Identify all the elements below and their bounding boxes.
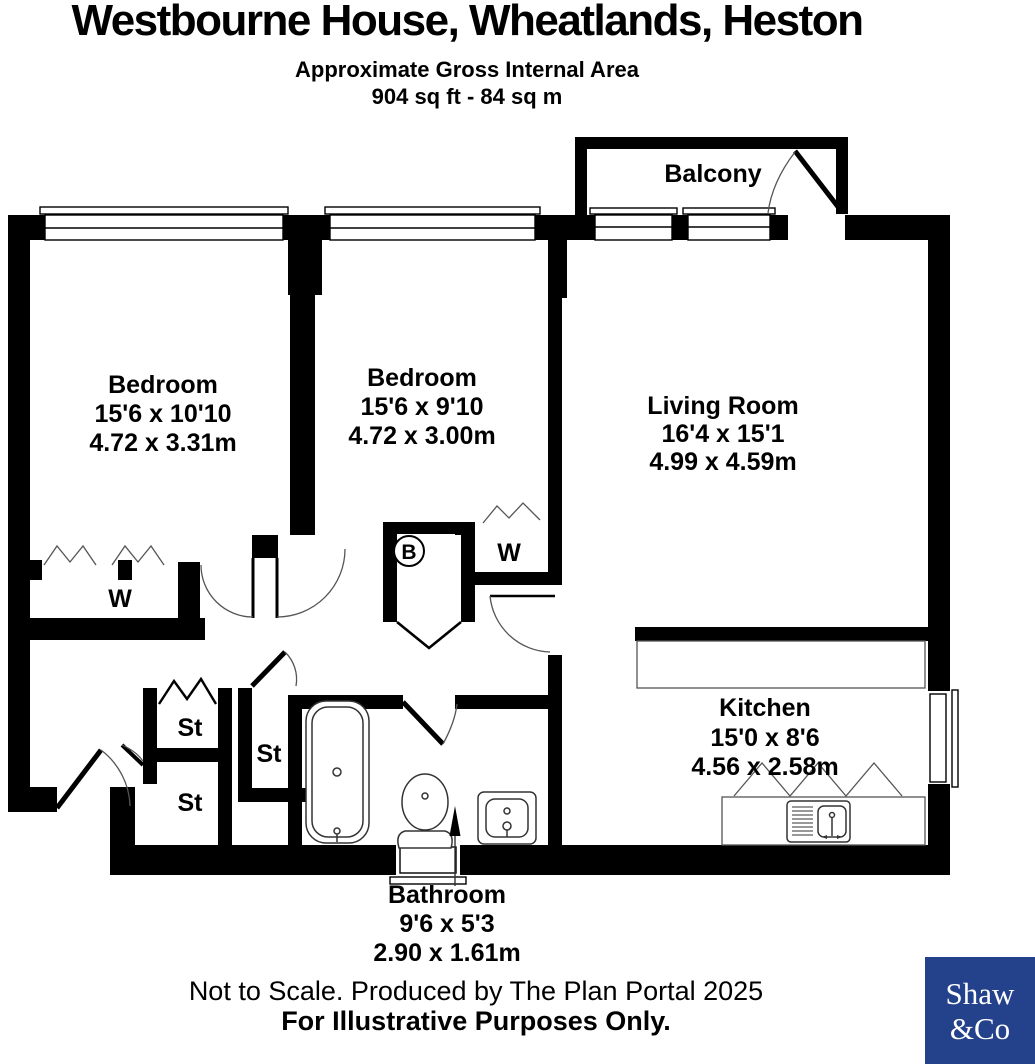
window-bedroom2 — [325, 207, 540, 240]
bathroom-label — [373, 881, 520, 967]
logo-line1: Shaw — [945, 975, 1015, 1011]
window-bedroom1 — [40, 207, 288, 240]
storage-label: St — [177, 714, 203, 742]
page-area-text: 904 sq ft - 84 sq m — [371, 84, 563, 109]
boiler-cupboard-door — [397, 622, 461, 648]
svg-text:4.72 x 3.00m: 4.72 x 3.00m — [348, 422, 496, 450]
storage2-door — [252, 652, 297, 686]
logo-line2: &Co — [949, 1010, 1011, 1046]
bedroom1-door — [201, 558, 253, 618]
storage-label: St — [256, 740, 282, 768]
wardrobe-rail-icon — [483, 503, 540, 523]
svg-text:Bathroom: Bathroom — [387, 881, 507, 909]
storage3-door — [122, 745, 143, 765]
page-title: Westbourne House, Wheatlands, Heston — [71, 0, 863, 45]
fixtures-layer — [306, 536, 925, 886]
svg-text:15'0 x 8'6: 15'0 x 8'6 — [710, 724, 820, 752]
window-living-right — [683, 208, 775, 240]
wardrobe-label: W — [497, 539, 521, 567]
living-room-door — [490, 596, 555, 652]
storage-label: St — [177, 789, 203, 817]
svg-text:4.56 x 2.58m: 4.56 x 2.58m — [691, 753, 839, 781]
bedroom2-label — [348, 364, 495, 450]
kitchen-label — [691, 694, 838, 781]
bedroom2-door — [277, 549, 345, 618]
balcony-label: Balcony — [664, 160, 762, 188]
svg-text:9'6 x 5'3: 9'6 x 5'3 — [399, 910, 495, 938]
page-subtitle: Approximate Gross Internal Area — [295, 57, 639, 82]
kitchen-counter-top — [637, 641, 925, 688]
svg-text:Bedroom: Bedroom — [367, 364, 477, 392]
boiler-label: B — [401, 541, 417, 564]
bath-icon — [306, 701, 369, 843]
svg-text:Kitchen: Kitchen — [719, 694, 811, 722]
svg-text:4.99 x 4.59m: 4.99 x 4.59m — [649, 448, 797, 476]
svg-text:2.90 x 1.61m: 2.90 x 1.61m — [373, 939, 521, 967]
balcony-door — [768, 151, 842, 213]
sink-icon — [787, 801, 850, 842]
disclaimer-line2: For Illustrative Purposes Only. — [281, 1006, 671, 1036]
wardrobe-rail-icon — [44, 546, 96, 565]
disclaimer-line1: Not to Scale. Produced by The Plan Portal 2025 — [188, 976, 764, 1006]
window-kitchen — [926, 690, 958, 787]
svg-text:Living Room: Living Room — [647, 392, 799, 420]
bathroom-door — [403, 702, 457, 744]
svg-text:15'6 x 9'10: 15'6 x 9'10 — [360, 393, 484, 421]
storage1-bifold-door — [159, 679, 216, 704]
svg-text:15'6 x 10'10: 15'6 x 10'10 — [94, 400, 232, 428]
window-living-left — [590, 208, 677, 240]
shaw-co-logo — [925, 957, 1035, 1064]
bedroom1-label — [89, 371, 236, 457]
living-room-label — [647, 392, 798, 476]
basin-icon — [478, 792, 536, 844]
svg-text:16'4 x 15'1: 16'4 x 15'1 — [661, 420, 785, 448]
wardrobe-label: W — [108, 585, 132, 613]
svg-text:Bedroom: Bedroom — [108, 371, 218, 399]
svg-text:4.72 x 3.31m: 4.72 x 3.31m — [89, 429, 237, 457]
toilet-icon — [398, 774, 452, 848]
